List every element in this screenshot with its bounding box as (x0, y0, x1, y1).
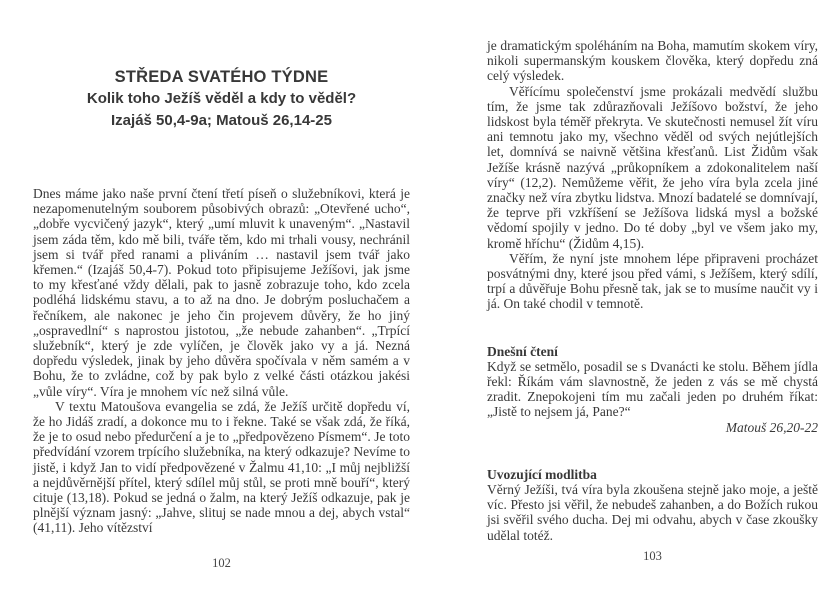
page-title: STŘEDA SVATÉHO TÝDNE (114, 68, 329, 86)
prayer-section-heading: Uvozující modlitba (487, 466, 597, 482)
body-paragraph: je dramatickým spoléháním na Boha, mamutím skokem víry, nikoli supermanským kouskem člověka, který dopředu zná celý výsledek. (487, 38, 818, 84)
body-paragraph: V textu Matoušova evangelia se zdá, že Ježíš určitě dopředu ví, že ho Jidáš zradí, a dokonce mu to i řekne. Také se však zdá, že říká, že je to osud nebo předurčení a je to „předpovězeno Písmem“. Je toto předvídání vzorem trpícího služebníka, na který odkazuje? Nevíme to jistě, i když Jan to vidí předpovězené v Žalmu 41,10: „I můj nejbližší a nejdůvěrnější přítel, který sdílel můj stůl, se proti mně bouří“, který cituje (13,18). Pokud se jedná o žalm, na který Ježíš odkazuje, pak je plnější význam jasný: „Jahve, slituj se nade mnou a dej, abych vstal“ (41,11). Jeho vítězství (33, 398, 410, 536)
body-paragraph: Věřím, že nyní jste mnohem lépe připraveni procházet posvátnými dny, které jsou před vámi, s Ježíšem, který sdílí, trpí a důvěřuje Bohu přesně tak, jak se to musíme naučit vy i já. On také chodil v temnotě. (487, 250, 818, 312)
left-page (33, 0, 410, 595)
chapter-header (33, 66, 410, 132)
right-page (487, 0, 818, 595)
page-footer (33, 556, 410, 571)
body-paragraph: Dnes máme jako naše první čtení třetí píseň o služebníkovi, která je nezapomenutelným souborem působivých obrazů: „Otevřené ucho“, „dobře vycvičený jazyk“, který „umí mluvit k unaveným“. „Nastavil jsem záda těm, kdo mě bili, tváře těm, kdo mi trhali vousy, nechránil jsem si tvář před ranami a pliváním … nastavil jsem tvář jako křemen.“ (Izajáš 50,4-7). Pokud toto připisujeme Ježíšovi, jak jsme to my křesťané vždy dělali, pak to jasně zobrazuje toho, kdo zcela podléhá lidskému stavu, a to až na dno. Je dobrým posluchačem a řečníkem, ale nakonec je jeho čin projevem důvěry, že ho jiný „ospravedlní“ s naprostou jistotou, „že nebude zahanben“. „Trpící služebník“, který je zde vylíčen, je člověk jako vy a já. Nezná dopředu výsledek, jinak by jeho důvěra spočívala v něm samém a v Bohu, že to zvládne, což by pak bylo z velké části otázkou jakési „vůle víry“. Víra je mnohem víc než silná vůle. (33, 186, 410, 399)
right-page-body (487, 38, 818, 543)
page-subtitle: Kolik toho Ježíš věděl a kdy to věděl? (86, 90, 357, 107)
reading-text: Když se setmělo, posadil se s Dvanácti ke stolu. Během jídla řekl: Říkám vám slavnostně, že jeden z vás se mě chystá zradit. Znepokojeni tím mu začali jeden po druhém říkat: „Jistě to nejsem já, Pane?“ (487, 358, 818, 420)
left-page-body (33, 186, 410, 536)
reading-section-heading: Dnešní čtení (487, 343, 558, 359)
page-number: 102 (212, 556, 231, 570)
prayer-text: Věrný Ježíši, tvá víra byla zkoušena stejně jako moje, a ještě víc. Přesto jsi věřil, že nebudeš zahanben, a do Božích rukou jsi svěřil svého ducha. Dej mi odvahu, abych v čase zkoušky udělal totéž. (487, 482, 818, 543)
scripture-reference: Izajáš 50,4-9a; Matouš 26,14-25 (111, 112, 332, 129)
body-paragraph: Věřícímu společenství jsme prokázali medvědí službu tím, že jsme tak zdůrazňovali Ježíšovo božství, že jeho lidskost byla téměř překryta. Ve skutečnosti nemusel žít víru ani temnotu jako my, všechno věděl od svých nejútlejších let, domnívá se naivně většina křesťanů. List Židům však Ježíše krásně nazývá „průkopníkem a zdokonalitelem naší víry“ (12,2). Nemůžeme věřit, že jeho víra byla zcela jiné značky než víra zbytku lidstva. Mnozí badatelé se domnívají, že teprve při vzkříšení se Ježíšova lidská mysl a božské vědomí spojily v jedno. Do té doby „byl ve všem jako my, kromě hříchu“ (Židům 4,15). (487, 83, 818, 251)
reading-attribution: Matouš 26,20-22 (725, 419, 818, 435)
page-footer (487, 549, 818, 564)
page-number: 103 (643, 549, 662, 563)
